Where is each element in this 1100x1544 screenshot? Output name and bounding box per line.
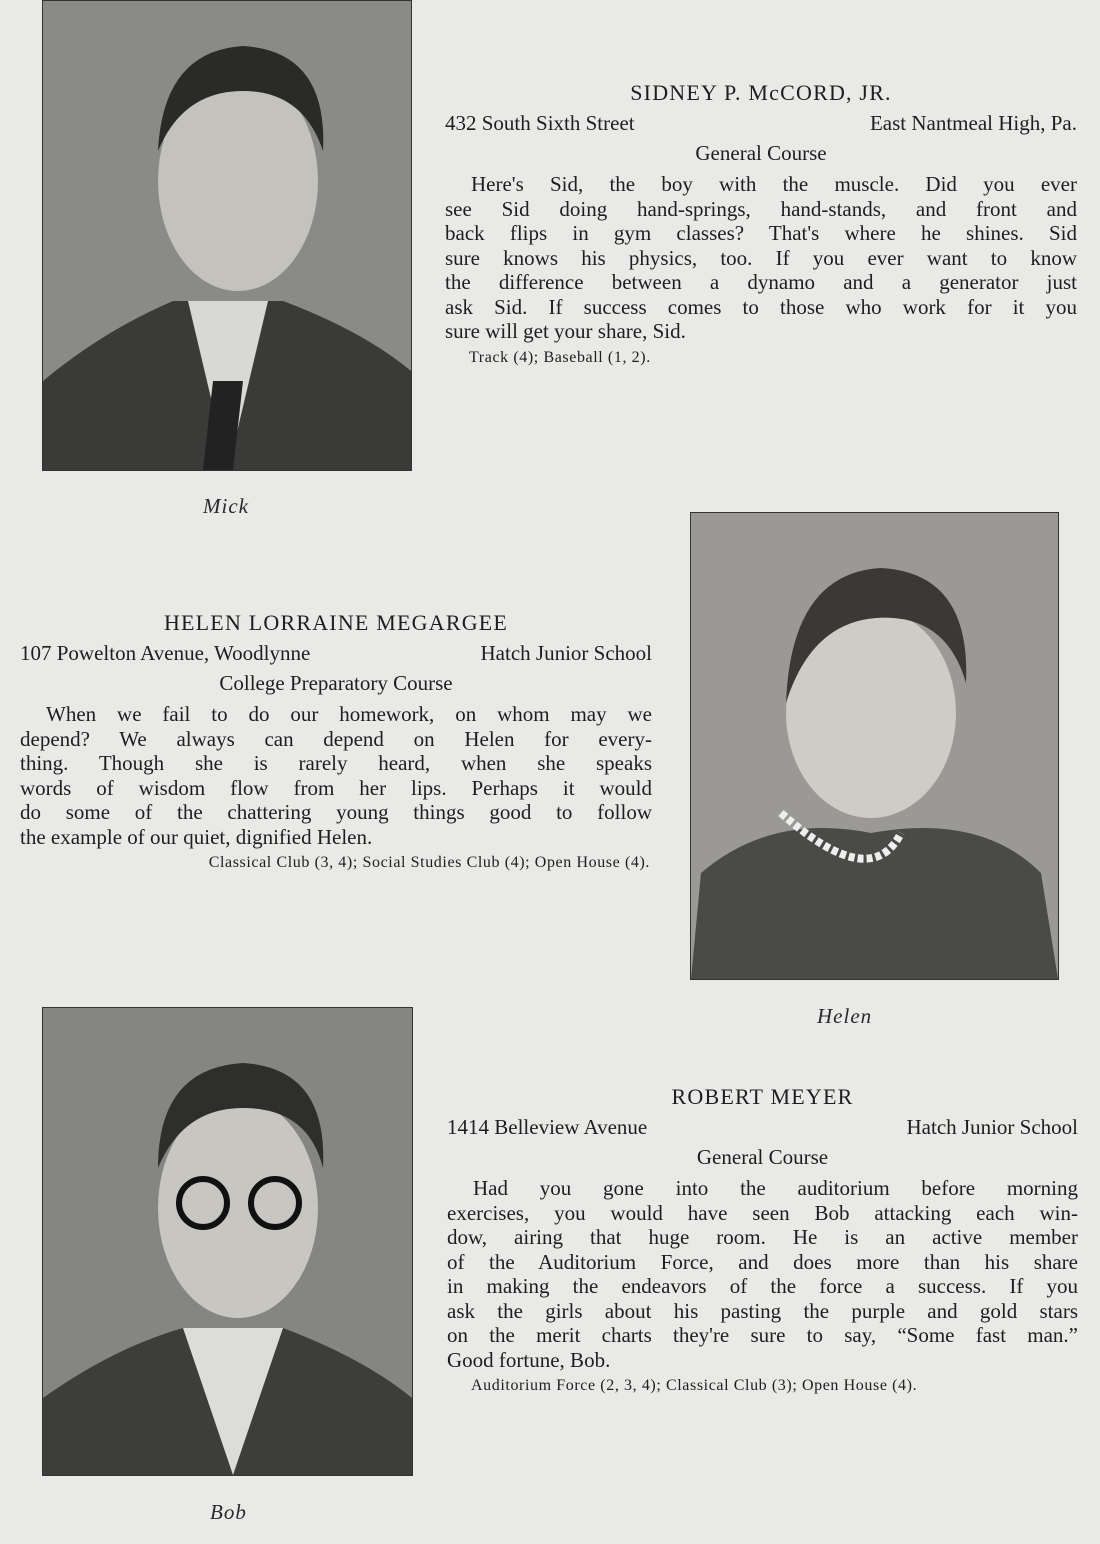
portrait-photo-helen: [690, 512, 1059, 980]
bio-line: of the Auditorium Force, and does more than his share: [447, 1249, 1078, 1274]
activities-list: Track (4); Baseball (1, 2).: [469, 348, 651, 366]
bio-line: thing. Though she is rarely heard, when she speaks: [20, 751, 652, 775]
activities-list: Auditorium Force (2, 3, 4); Classical Club (3); Open House (4).: [471, 1377, 918, 1394]
portrait-bob-image: [43, 1008, 412, 1475]
bio-line: the example of our quiet, dignified Helen.: [20, 824, 373, 849]
portrait-photo-mick: [42, 0, 412, 471]
course-name: General Course: [695, 141, 827, 165]
activities-list: Classical Club (3, 4); Social Studies Club (4); Open House (4).: [208, 854, 650, 871]
address-row: [20, 638, 652, 668]
bio-line: the difference between a dynamo and a generator just: [445, 270, 1077, 294]
student-name: ROBERT MEYER: [671, 1084, 854, 1109]
street-address: 432 South Sixth Street: [445, 111, 635, 135]
street-address: 1414 Belleview Avenue: [447, 1115, 648, 1139]
bio-line: When we fail to do our homework, on whom may we: [46, 702, 652, 726]
nickname-caption: Mick: [203, 494, 249, 518]
course-name: General Course: [696, 1145, 829, 1169]
bio-line: exercises, you would have seen Bob attacking each win-: [447, 1200, 1078, 1225]
student-entry-sidney-mccord: [445, 78, 1077, 370]
street-address: 107 Powelton Avenue, Woodlynne: [20, 641, 311, 665]
bio-line: depend? We always can depend on Helen for every-: [20, 726, 652, 751]
bio-line: see Sid doing hand-springs, hand-stands, and front and: [445, 196, 1077, 221]
bio-line: ask the girls about his pasting the purple and gold stars: [447, 1298, 1078, 1323]
student-entry-robert-meyer: [447, 1082, 1078, 1398]
bio-line: ask Sid. If success comes to those who work for it you: [445, 294, 1077, 319]
bio-line: Good fortune, Bob.: [447, 1347, 611, 1372]
bio-line: do some of the chattering young things good to follow: [20, 800, 652, 824]
student-entry-helen-megargee: [20, 608, 652, 875]
previous-school: East Nantmeal High, Pa.: [869, 111, 1077, 135]
bio-line: dow, airing that huge room. He is an active member: [447, 1225, 1078, 1249]
bio-line: Here's Sid, the boy with the muscle. Did you ever: [471, 172, 1077, 196]
portrait-mick-image: [43, 1, 411, 470]
nickname-caption: Bob: [210, 1500, 247, 1524]
bio-line: Had you gone into the auditorium before morning: [473, 1176, 1078, 1200]
nickname-caption: Helen: [817, 1004, 873, 1028]
bio-line: sure will get your share, Sid.: [445, 319, 686, 343]
portrait-helen-image: [691, 513, 1058, 979]
bio-line: words of wisdom flow from her lips. Perhaps it would: [20, 775, 652, 800]
address-row: [447, 1112, 1078, 1142]
course-name: College Preparatory Course: [219, 671, 453, 695]
bio-line: in making the endeavors of the force a success. If you: [447, 1274, 1078, 1298]
bio-line: back flips in gym classes? That's where he shines. Sid: [445, 221, 1077, 245]
student-name: SIDNEY P. McCORD, JR.: [630, 80, 892, 105]
student-name: HELEN LORRAINE MEGARGEE: [163, 610, 509, 635]
previous-school: Hatch Junior School: [906, 1115, 1078, 1139]
bio-line: on the merit charts they're sure to say, “Some fast man.”: [447, 1323, 1078, 1347]
portrait-photo-bob: [42, 1007, 413, 1476]
bio-line: sure knows his physics, too. If you ever want to know: [445, 245, 1077, 270]
address-row: [445, 108, 1077, 138]
previous-school: Hatch Junior School: [480, 641, 652, 665]
